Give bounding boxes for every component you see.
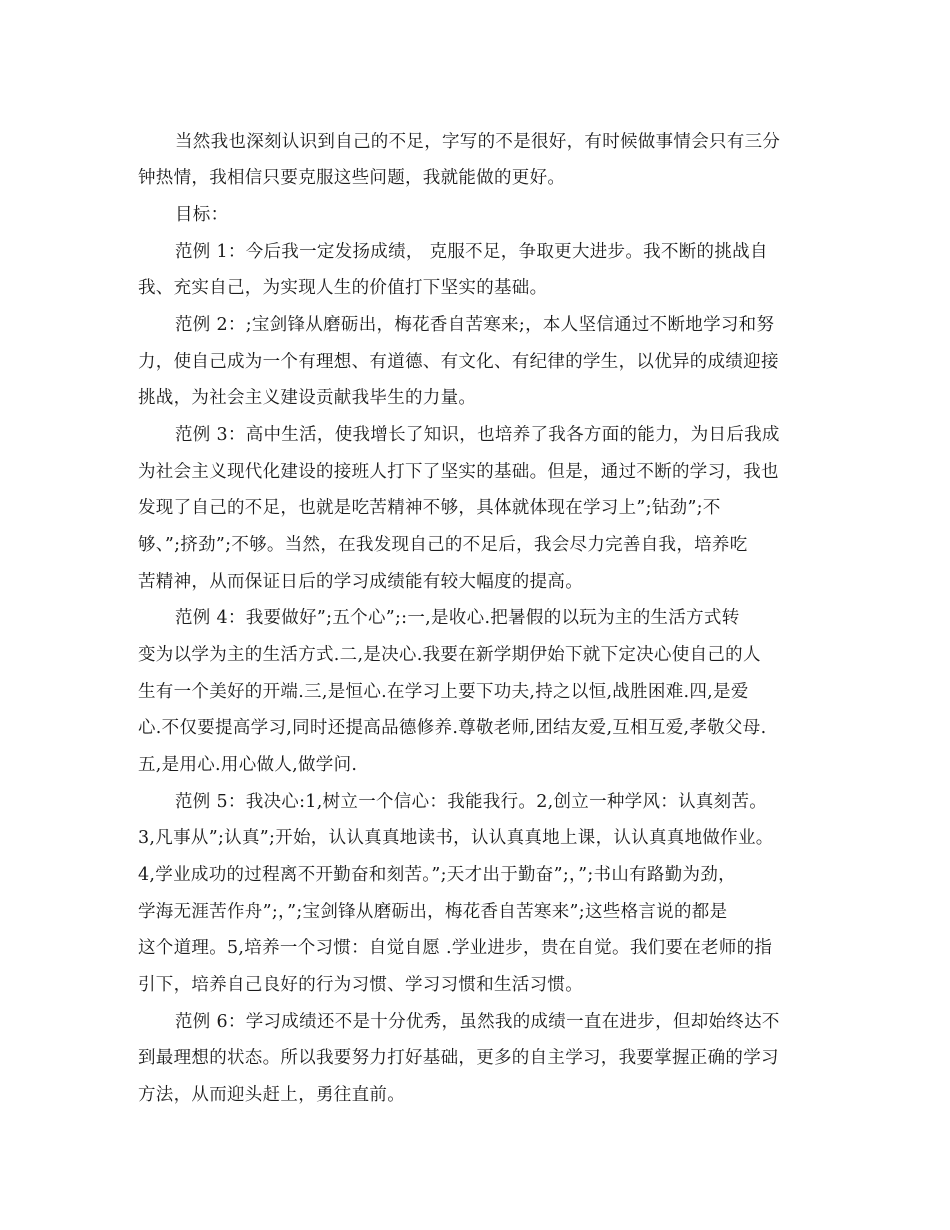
text-line: 挑战，为社会主义建设贡献我毕生的力量。	[138, 388, 477, 408]
text-line: 范例 5：我决心:1,树立一个信心：我能我行。2,创立一种学风：认真刻苦。	[175, 792, 768, 812]
text-line: 生有一个美好的开端.三,是恒心.在学习上要下功夫,持之以恒,战胜困难.四,是爱	[138, 682, 749, 702]
text-line: 范例 2：;宝剑锋从磨砺出，梅花香自苦寒来;，本人坚信通过不断地学习和努	[175, 315, 775, 335]
text-line: 这个道理。5,培养一个习惯：自觉自愿 .学业进步，贵在自觉。我们要在老师的指	[138, 938, 773, 958]
text-line: 钟热情，我相信只要克服这些问题，我就能做的更好。	[138, 168, 566, 188]
text-line: 范例 3：高中生活，使我增长了知识，也培养了我各方面的能力，为日后我成	[175, 425, 780, 445]
text-line: 够、”;挤劲”;不够。当然，在我发现自己的不足后，我会尽力完善自我，培养吃	[138, 535, 748, 555]
text-line: 为社会主义现代化建设的接班人打下了坚实的基础。但是，通过不断的学习，我也	[138, 462, 779, 482]
text-line: 发现了自己的不足，也就是吃苦精神不够，具体就体现在学习上”;钻劲”;不	[138, 498, 721, 518]
text-line: 到最理想的状态。所以我要努力打好基础，更多的自主学习，我要掌握正确的学习	[138, 1048, 779, 1068]
text-line: 范例 4：我要做好”;五个心”;:一,是收心.把暑假的以玩为主的生活方式转	[175, 608, 740, 628]
text-line: 我、充实自己，为实现人生的价值打下坚实的基础。	[138, 278, 548, 298]
text-line: 苦精神，从而保证日后的学习成绩能有较大幅度的提高。	[138, 572, 583, 592]
text-line: 学海无涯苦作舟”;，”;宝剑锋从磨砺出，梅花香自苦寒来”;这些格言说的都是	[138, 902, 728, 922]
text-line: 4,学业成功的过程离不开勤奋和刻苦。”;天才出于勤奋”;，”;书山有路勤为劲，	[138, 865, 736, 885]
text-line: 当然我也深刻认识到自己的不足，字写的不是很好，有时候做事情会只有三分	[175, 132, 781, 152]
text-line: 方法，从而迎头赶上，勇往直前。	[138, 1085, 405, 1105]
text-line: 力，使自己成为一个有理想、有道德、有文化、有纪律的学生，以优异的成绩迎接	[138, 352, 779, 372]
text-line: 3,凡事从”;认真”;开始，认认真真地读书，认认真真地上课，认认真真地做作业。	[138, 828, 774, 848]
text-line: 心.不仅要提高学习,同时还提高品德修养.尊敬老师,团结友爱,互相互爱,孝敬父母.	[138, 718, 767, 738]
text-line: 目标：	[175, 205, 229, 225]
text-line: 范例 1：今后我一定发扬成绩， 克服不足，争取更大进步。我不断的挑战自	[175, 242, 768, 262]
text-line: 五,是用心.用心做人,做学问.	[138, 755, 358, 775]
text-line: 范例 6：学习成绩还不是十分优秀，虽然我的成绩一直在进步，但却始终达不	[175, 1012, 780, 1032]
text-line: 引下，培养自己良好的行为习惯、学习习惯和生活习惯。	[138, 975, 583, 995]
text-line: 变为以学为主的生活方式.二,是决心.我要在新学期伊始下就下定决心使自己的人	[138, 645, 761, 665]
